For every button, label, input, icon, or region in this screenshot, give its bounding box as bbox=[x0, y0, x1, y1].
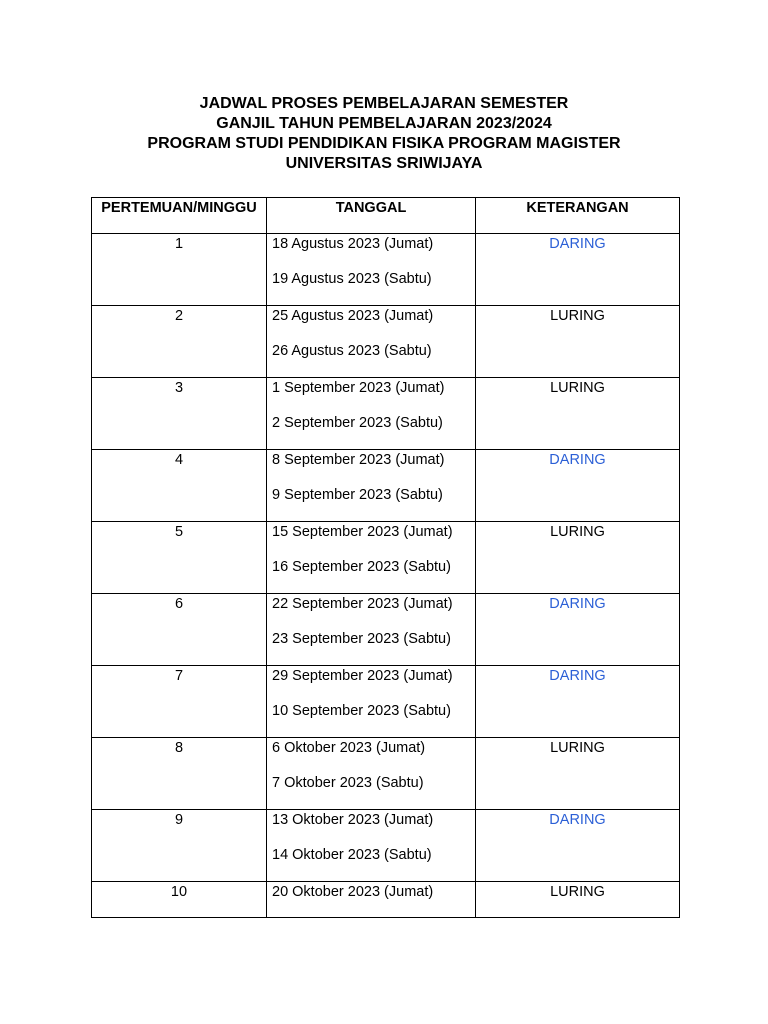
table-row bbox=[92, 306, 680, 378]
date-saturday: 10 September 2023 (Sabtu) bbox=[272, 703, 451, 719]
table-row bbox=[92, 810, 680, 882]
meeting-dates bbox=[267, 378, 476, 450]
meeting-number: 10 bbox=[92, 882, 267, 918]
schedule-table bbox=[91, 197, 680, 918]
table-row bbox=[92, 522, 680, 594]
meeting-mode: DARING bbox=[476, 666, 680, 738]
header-tanggal: TANGGAL bbox=[267, 198, 476, 234]
meeting-mode: DARING bbox=[476, 450, 680, 522]
date-saturday: 2 September 2023 (Sabtu) bbox=[272, 415, 443, 431]
date-saturday: 7 Oktober 2023 (Sabtu) bbox=[272, 775, 424, 791]
date-saturday: 19 Agustus 2023 (Sabtu) bbox=[272, 271, 432, 287]
meeting-dates bbox=[267, 450, 476, 522]
table-row bbox=[92, 450, 680, 522]
meeting-mode: DARING bbox=[476, 810, 680, 882]
date-friday: 1 September 2023 (Jumat) bbox=[272, 380, 445, 396]
date-saturday: 14 Oktober 2023 (Sabtu) bbox=[272, 847, 432, 863]
date-friday: 18 Agustus 2023 (Jumat) bbox=[272, 236, 434, 252]
date-friday: 29 September 2023 (Jumat) bbox=[272, 668, 453, 684]
table-row bbox=[92, 738, 680, 810]
header-keterangan: KETERANGAN bbox=[476, 198, 680, 234]
title-line-1: JADWAL PROSES PEMBELAJARAN SEMESTER bbox=[199, 95, 569, 112]
meeting-number: 2 bbox=[92, 306, 267, 378]
table-row bbox=[92, 882, 680, 918]
meeting-number: 5 bbox=[92, 522, 267, 594]
meeting-number: 3 bbox=[92, 378, 267, 450]
meeting-number: 9 bbox=[92, 810, 267, 882]
meeting-number: 8 bbox=[92, 738, 267, 810]
meeting-mode: DARING bbox=[476, 594, 680, 666]
date-friday: 15 September 2023 (Jumat) bbox=[272, 524, 453, 540]
table-row bbox=[92, 594, 680, 666]
date-friday: 13 Oktober 2023 (Jumat) bbox=[272, 812, 434, 828]
meeting-number: 1 bbox=[92, 234, 267, 306]
meeting-number: 6 bbox=[92, 594, 267, 666]
meeting-mode: LURING bbox=[476, 378, 680, 450]
meeting-dates bbox=[267, 234, 476, 306]
date-friday: 20 Oktober 2023 (Jumat) bbox=[272, 884, 434, 900]
table-row bbox=[92, 234, 680, 306]
date-saturday: 23 September 2023 (Sabtu) bbox=[272, 631, 451, 647]
date-saturday: 9 September 2023 (Sabtu) bbox=[272, 487, 443, 503]
date-friday: 25 Agustus 2023 (Jumat) bbox=[272, 308, 434, 324]
meeting-mode: LURING bbox=[476, 306, 680, 378]
date-friday: 22 September 2023 (Jumat) bbox=[272, 596, 453, 612]
meeting-number: 7 bbox=[92, 666, 267, 738]
meeting-dates bbox=[267, 810, 476, 882]
table-row bbox=[92, 666, 680, 738]
header-pertemuan: PERTEMUAN/MINGGU bbox=[92, 198, 267, 234]
date-saturday: 26 Agustus 2023 (Sabtu) bbox=[272, 343, 432, 359]
date-saturday: 16 September 2023 (Sabtu) bbox=[272, 559, 451, 575]
table-header-row bbox=[92, 198, 680, 234]
document-title bbox=[0, 94, 768, 174]
meeting-mode: DARING bbox=[476, 234, 680, 306]
title-line-2: GANJIL TAHUN PEMBELAJARAN 2023/2024 bbox=[216, 115, 552, 132]
date-friday: 6 Oktober 2023 (Jumat) bbox=[272, 740, 426, 756]
title-line-3: PROGRAM STUDI PENDIDIKAN FISIKA PROGRAM MAGISTER bbox=[147, 135, 621, 152]
title-line-4: UNIVERSITAS SRIWIJAYA bbox=[285, 155, 483, 172]
meeting-number: 4 bbox=[92, 450, 267, 522]
date-friday: 8 September 2023 (Jumat) bbox=[272, 452, 445, 468]
meeting-dates bbox=[267, 666, 476, 738]
meeting-dates bbox=[267, 522, 476, 594]
meeting-mode: LURING bbox=[476, 882, 680, 918]
meeting-dates bbox=[267, 306, 476, 378]
meeting-dates bbox=[267, 882, 476, 918]
table-row bbox=[92, 378, 680, 450]
meeting-mode: LURING bbox=[476, 738, 680, 810]
meeting-dates bbox=[267, 738, 476, 810]
meeting-dates bbox=[267, 594, 476, 666]
meeting-mode: LURING bbox=[476, 522, 680, 594]
